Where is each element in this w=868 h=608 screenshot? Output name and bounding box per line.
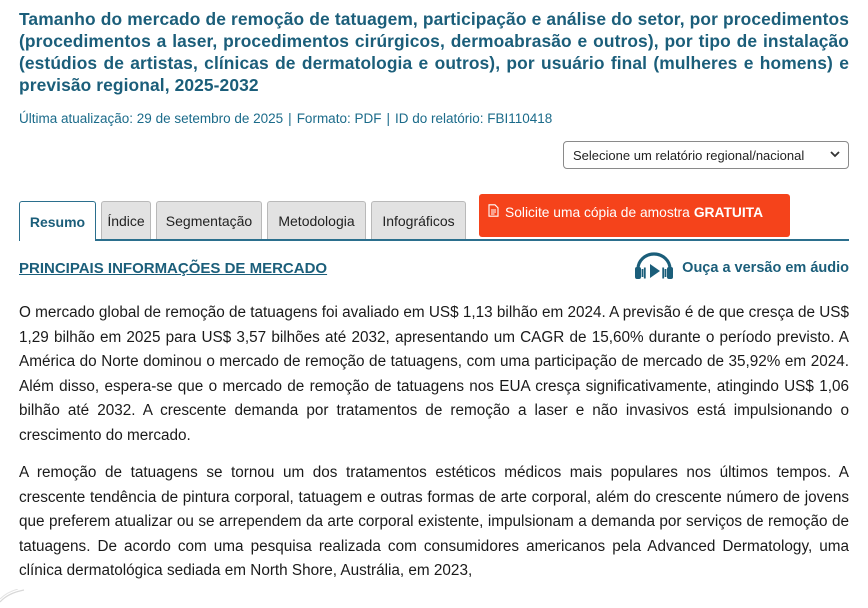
section-header: [19, 252, 849, 284]
tab-label: Resumo: [29, 213, 86, 230]
tab-label: Segmentação: [165, 212, 253, 229]
document-icon: [488, 204, 499, 220]
key-insights-title[interactable]: PRINCIPAIS INFORMAÇÕES DE MERCADO: [19, 259, 328, 277]
report-id: ID do relatório: FBI110418: [394, 111, 553, 126]
sample-button-label: Solicite uma cópia de amostra: [505, 205, 690, 220]
tab-label: Metodologia: [278, 212, 355, 229]
tab-indice[interactable]: [101, 201, 151, 239]
request-sample-button[interactable]: [479, 194, 790, 237]
page-title: Tamanho do mercado de remoção de tatuagem, participação e análise do setor, por procedimentos (procedimentos a laser, procedimentos cirúrgicos, dermoabrasão e outros), por tipo de instalação (estúdios de artistas, clínicas de dermatologia e outros), por usuário final (mulheres e homens) e previsão regional, 2025-2032: [19, 9, 849, 95]
tab-infograficos[interactable]: [371, 201, 466, 239]
tab-segmentacao[interactable]: [156, 201, 262, 239]
region-select-value: Selecione um relatório regional/nacional: [573, 147, 805, 163]
corner-decoration: [0, 589, 26, 603]
region-select[interactable]: [563, 141, 849, 169]
audio-label: Ouça a versão em áudio: [682, 260, 849, 276]
headphones-play-icon: [632, 250, 682, 286]
tab-metodologia[interactable]: [267, 201, 366, 239]
sample-button-emphasis: GRATUITA: [693, 205, 764, 220]
tab-label: Índice: [107, 212, 145, 229]
tab-resumo[interactable]: [19, 201, 96, 241]
summary-paragraph: O mercado global de remoção de tatuagens foi avaliado em US$ 1,13 bilhão em 2024. A previsão é de que cresça de US$ 1,29 bilhão em 2025 para US$ 3,57 bilhões até 2032, apresentando um CAGR de 15,60% durante o período previsto. A América do Norte dominou o mercado de remoção de tatuagens, com uma participação de mercado de 35,92% em 2024. Além disso, espera-se que o mercado de remoção de tatuagens nos EUA cresça significativamente, atingindo US$ 1,06 bilhão até 2032. A crescente demanda por tratamentos de remoção a laser e não invasivos está impulsionando o crescimento do mercado.: [19, 304, 849, 444]
audio-player-link[interactable]: [632, 250, 849, 286]
report-page: [19, 8, 849, 584]
report-format: Formato: PDF: [296, 111, 382, 126]
region-row: [19, 141, 849, 169]
report-tabs: [19, 193, 849, 241]
meta-separator: |: [386, 111, 390, 126]
summary-paragraph: A remoção de tatuagens se tornou um dos tratamentos estéticos médicos mais populares nos últimos tempos. A crescente tendência de pintura corporal, tatuagem e outras formas de arte corporal, além do crescente número de jovens que preferem atualizar ou se arrependem da arte corporal existente, impulsionam a demanda por serviços de remoção de tatuagens. De acordo com uma pesquisa realizada com consumidores americanos pela Advanced Dermatology, uma clínica dermatológica sediada em North Shore, Austrália, em 2023,: [19, 464, 849, 579]
report-meta: [19, 110, 849, 128]
tab-label: Infográficos: [382, 212, 455, 229]
meta-separator: |: [288, 111, 292, 126]
last-updated: Última atualização: 29 de setembro de 2025: [19, 111, 284, 126]
chevron-down-icon: [830, 149, 840, 161]
